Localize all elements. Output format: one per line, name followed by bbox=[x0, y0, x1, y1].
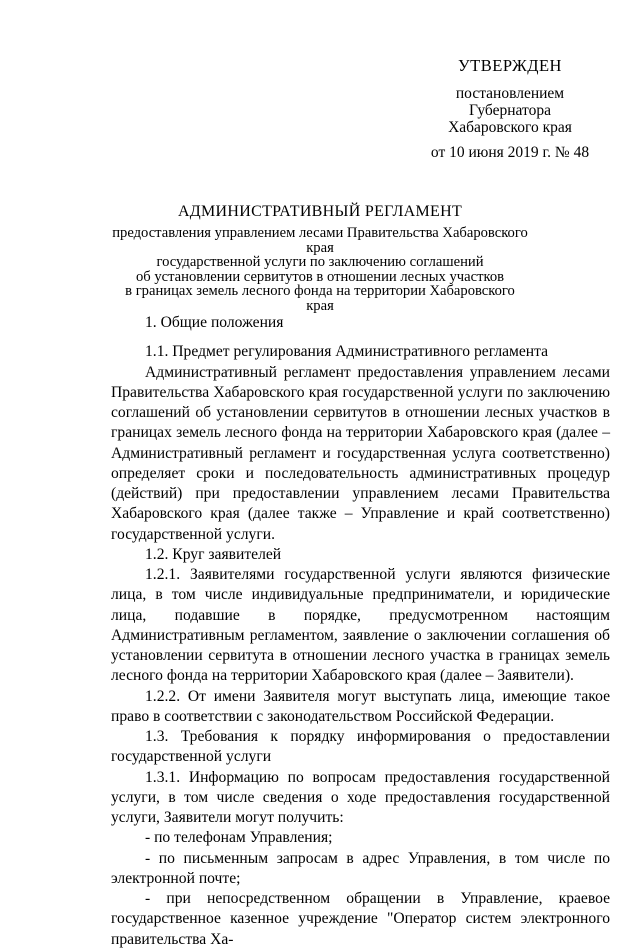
paragraph: Административный регламент предоставления управлением лесами Правительства Хабаровского края государственной услуги по заключению соглашений об установлении сервитутов в отношении лесных участков в границах земель лесного фонда на территории Хабаровского края (далее – Административный регламент и государственная услуга соответственно) определяет сроки и последовательность административных процедур (действий) при предоставлении управлением лесами Правительства Хабаровского края (далее также – Управление и край соответственно) государственной услуги. bbox=[111, 363, 610, 543]
subsection-heading: 1.2. Круг заявителей bbox=[145, 545, 282, 563]
approval-line-2: Губернатора bbox=[469, 102, 551, 119]
paragraph: 1.3.1. Информацию по вопросам предоставления государственной услуги, в том числе сведения о ходе предоставления государственной услуги, Заявители могут получить: bbox=[111, 768, 610, 826]
document-body bbox=[111, 313, 610, 950]
approval-stamp bbox=[400, 57, 620, 161]
approval-date: от 10 июня 2019 г. № 48 bbox=[430, 144, 590, 161]
subtitle-line: государственной услуги по заключению соглашений bbox=[156, 254, 484, 270]
paragraph: 1.2.2. От имени Заявителя могут выступать лица, имеющие такое право в соответствии с законодательством Российской Федерации. bbox=[111, 687, 610, 725]
subtitle-line: предоставления управлением лесами Правительства Хабаровского края bbox=[112, 225, 528, 256]
subsection-heading: 1.1. Предмет регулирования Административного регламента bbox=[145, 343, 549, 361]
approval-line-3: Хабаровского края bbox=[448, 119, 572, 136]
paragraph: 1.2.1. Заявителями государственной услуги являются физические лица, в том числе индивидуальные предприниматели, и юридические лица, подавшие в порядке, предусмотренном настоящим Административным регламентом, заявление о заключении соглашения об установлении сервитута в отношении лесного участка в границах земель лесного фонда на территории Хабаровского края (далее – Заявители). bbox=[111, 566, 610, 685]
approval-heading: УТВЕРЖДЕН bbox=[458, 56, 562, 75]
approval-line-1: постановлением bbox=[455, 85, 565, 102]
section-heading: 1. Общие положения bbox=[145, 314, 284, 331]
list-item: - при непосредственном обращении в Управление, краевое государственное казенное учреждение "Оператор систем электронного правительства Ха- bbox=[111, 890, 610, 948]
list-item: - по телефонам Управления; bbox=[145, 829, 333, 847]
document-title: АДМИНИСТРАТИВНЫЙ РЕГЛАМЕНТ bbox=[177, 203, 463, 220]
list-item: - по письменным запросам в адрес Управления, в том числе по электронной почте; bbox=[111, 849, 610, 887]
subtitle-line: в границах земель лесного фонда на территории Хабаровского края bbox=[125, 283, 515, 314]
document-subtitle bbox=[110, 226, 530, 313]
subtitle-line: об установлении сервитутов в отношении лесных участков bbox=[135, 268, 505, 285]
subsection-heading: 1.3. Требования к порядку информирования о предоставлении государственной услуги bbox=[111, 728, 610, 766]
